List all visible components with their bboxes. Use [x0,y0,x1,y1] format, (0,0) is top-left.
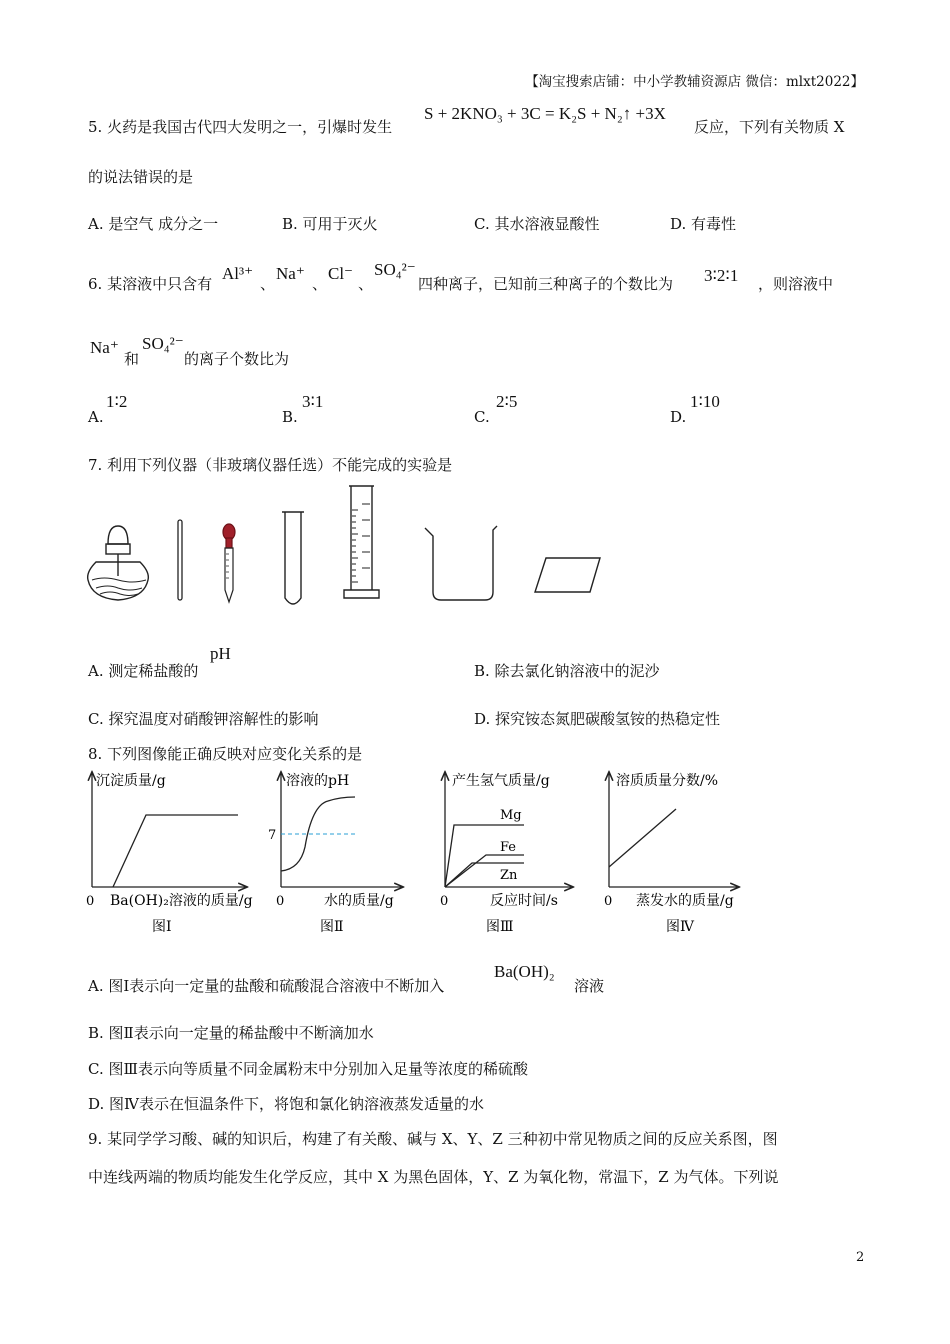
q6-line2-tail: 的离子个数比为 [184,350,290,368]
q6-sep-3: 、 [358,275,374,293]
q6-option-c-value: 2∶5 [496,392,518,411]
q9-line1: 9. 某同学学习酸、碱的知识后，构建了有关酸、碱与 X、Y、Z 三种初中常见物质之间的反应关系图，图 [88,1130,778,1148]
q6-line2-and: 和 [124,350,140,368]
graph-2-ytick: 7 [268,828,277,843]
q8-option-a-formula: Ba(OH)₂ [494,962,555,981]
q5-stem-a: 5. 火药是我国古代四大发明之一，引爆时发生 [88,118,393,136]
graph-3-series-zn: Zn [500,868,518,883]
q6-stem-a: 6. 某溶液中只含有 [88,275,213,293]
q5-stem-c: 的说法错误的是 [88,168,194,186]
q5-equation: S + 2KNO₃ + 3C = K₂S + N₂↑ +3X [424,104,666,123]
q6-option-b-value: 3∶1 [302,392,324,411]
graph-1-ylabel: 沉淀质量/g [96,773,166,789]
q6-option-c-letter: C. [474,408,490,426]
graduated-cylinder-icon [344,486,379,598]
q7-option-a-ph: pH [210,644,231,663]
q8-option-a-tail: 溶液 [574,977,605,995]
graph-4-ylabel: 溶质质量分数/% [616,773,719,789]
graph-4 [609,773,738,887]
graph-1-caption: 图Ⅰ [152,919,172,935]
q6-ion-na: Na⁺ [276,264,305,283]
q8-option-d: D. 图Ⅳ表示在恒温条件下，将饱和氯化钠溶液蒸发适量的水 [88,1095,485,1113]
graph-3-ylabel: 产生氢气质量/g [452,773,550,789]
q6-option-a-letter: A. [88,408,104,426]
q6-ratio: 3∶2∶1 [704,266,739,285]
graph-1-xlabel: Ba(OH)₂溶液的质量/g [110,893,253,909]
glass-plate-icon [535,558,600,592]
graph-1-origin: 0 [86,894,95,909]
page-number: 2 [856,1250,865,1265]
q7-option-c: C. 探究温度对硝酸钾溶解性的影响 [88,710,319,728]
q6-option-b-letter: B. [282,408,298,426]
graph-1 [92,773,246,887]
q5-option-a: A. 是空气 成分之一 [88,215,219,233]
q7-instruments [0,480,950,620]
q6-line2-na: Na⁺ [90,338,119,357]
q6-line2-so4: SO₄²⁻ [142,334,184,353]
q5-option-d: D. 有毒性 [670,215,737,233]
q5-option-b: B. 可用于灭火 [282,215,378,233]
graph-3-xlabel: 反应时间/s [490,893,558,909]
q5-option-c: C. 其水溶液显酸性 [474,215,600,233]
q7-stem: 7. 利用下列仪器（非玻璃仪器任选）不能完成的实验是 [88,456,453,474]
graph-3-series-fe: Fe [500,840,517,855]
graph-2-xlabel: 水的质量/g [324,893,394,909]
dropper-icon [223,524,235,602]
q7-option-b: B. 除去氯化钠溶液中的泥沙 [474,662,660,680]
q6-option-a-value: 1∶2 [106,392,128,411]
q8-option-b: B. 图Ⅱ表示向一定量的稀盐酸中不断滴加水 [88,1024,374,1042]
header-note: 【淘宝搜索店铺：中小学教辅资源店 微信：mlxt2022】 [525,74,864,90]
q6-option-d-letter: D. [670,408,687,426]
graph-4-origin: 0 [604,894,613,909]
graph-3-series-mg: Mg [500,808,522,823]
q8-stem: 8. 下列图像能正确反映对应变化关系的是 [88,745,363,763]
graph-4-xlabel: 蒸发水的质量/g [636,893,734,909]
q8-graphs [0,765,950,945]
q6-sep-2: 、 [312,275,328,293]
graph-2 [281,773,402,887]
q9-line2: 中连线两端的物质均能发生化学反应，其中 X 为黑色固体，Y、Z 为氧化物，常温下，Z 为气体。下列说 [88,1168,779,1186]
graph-2-ylabel: 溶液的pH [286,773,350,789]
graph-2-origin: 0 [276,894,285,909]
graph-4-caption: 图Ⅳ [666,919,694,935]
q5-stem-b: 反应，下列有关物质 X [694,118,845,136]
beaker-icon [425,526,497,600]
alcohol-lamp-icon [88,526,149,600]
q8-option-a: A. 图Ⅰ表示向一定量的盐酸和硫酸混合溶液中不断加入 [88,977,445,995]
q7-option-a: A. 测定稀盐酸的 [88,662,199,680]
test-tube-icon [282,512,304,604]
graph-4-curve [609,809,676,867]
q8-option-c: C. 图Ⅲ表示向等质量不同金属粉末中分别加入足量等浓度的稀硫酸 [88,1060,528,1078]
q7-option-d: D. 探究铵态氮肥碳酸氢铵的热稳定性 [474,710,721,728]
q6-ion-cl: Cl⁻ [328,264,354,283]
q6-stem-c: ，则溶液中 [758,275,834,293]
q5-stem [88,116,392,137]
graph-3-origin: 0 [440,894,449,909]
q6-stem-b: 四种离子，已知前三种离子的个数比为 [418,275,674,293]
graph-2-caption: 图Ⅱ [320,919,344,935]
q6-option-d-value: 1∶10 [690,392,720,411]
q6-ion-al: Al³⁺ [222,264,254,283]
q6-sep-1: 、 [260,275,276,293]
graph-1-curve [113,815,238,887]
glass-rod-icon [178,520,182,600]
graph-3-caption: 图Ⅲ [486,919,514,935]
q6-ion-so4: SO₄²⁻ [374,260,416,279]
